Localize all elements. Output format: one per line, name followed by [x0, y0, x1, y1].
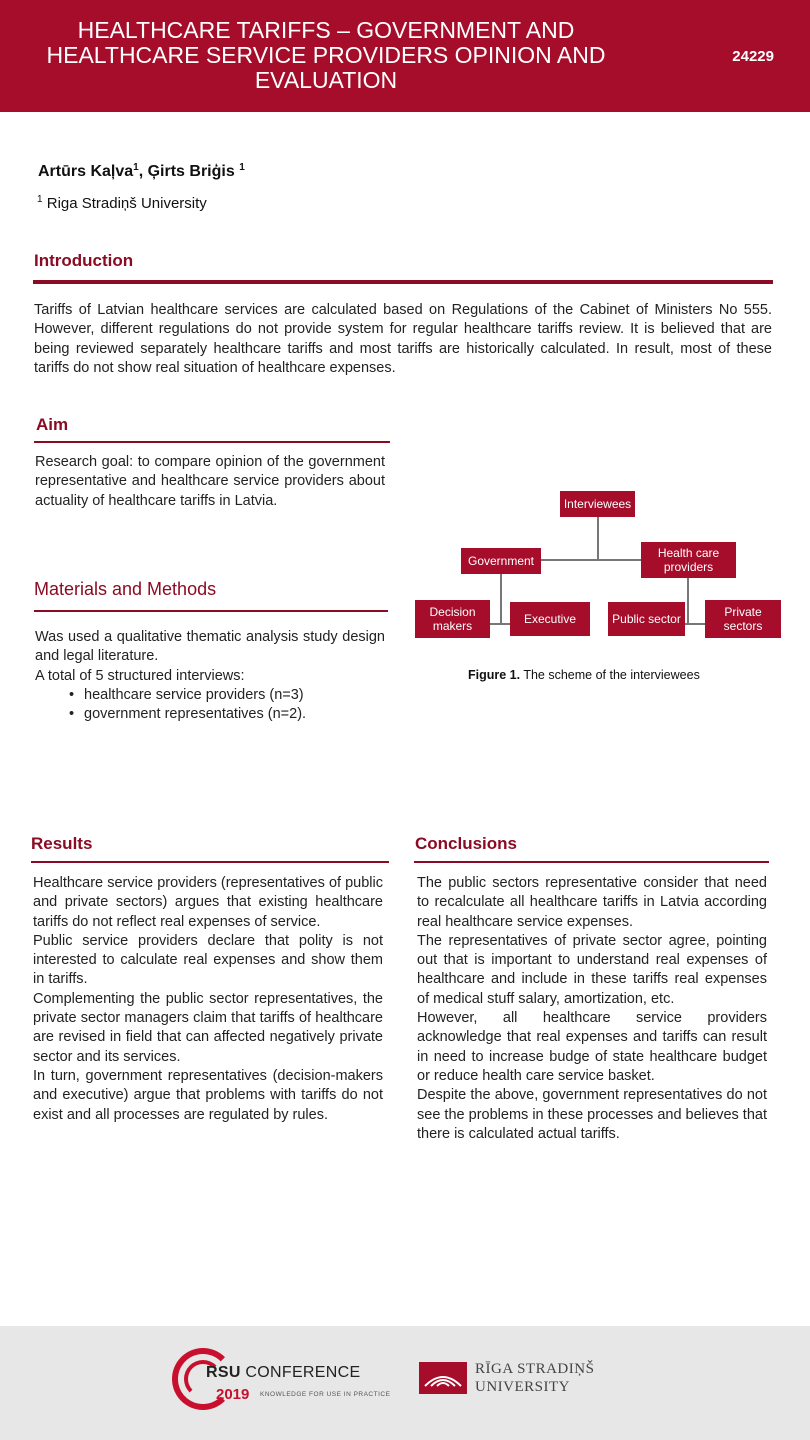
diagram-connector: [597, 517, 599, 560]
conference-word: CONFERENCE: [240, 1364, 361, 1381]
conclusions-paragraph: The representatives of private sector agree, pointing out that is important to understand real expenses of healthcare and include in these tariffs real expenses of medical stuff salary, amortization, etc.: [417, 932, 767, 1007]
conference-tagline: KNOWLEDGE FOR USE IN PRACTICE: [260, 1391, 391, 1398]
university-name-line: UNIVERSITY: [475, 1379, 570, 1395]
figure-caption-text: The scheme of the interviewees: [520, 668, 700, 682]
aim-heading: Aim: [36, 415, 69, 434]
figure-caption: [468, 668, 700, 682]
list-item: • healthcare service providers (n=3): [69, 686, 385, 705]
methods-divider: [34, 610, 388, 612]
conference-name: [206, 1364, 360, 1382]
author-name: Artūrs Kaļva: [38, 163, 134, 180]
interviewees-diagram: [410, 478, 790, 698]
results-divider: [31, 861, 389, 863]
university-name: [475, 1360, 594, 1396]
footer: [0, 1326, 810, 1440]
diagram-connector: [500, 574, 502, 624]
results-paragraph: Healthcare service providers (representatives of public and private sectors) argues that existing healthcare tariffs do not reflect real expenses of service.: [33, 875, 383, 930]
university-emblem-icon: [419, 1362, 467, 1394]
diagram-box-interviewees: Interviewees: [560, 491, 635, 517]
introduction-text: Tariffs of Latvian healthcare services are calculated based on Regulations of the Cabinet of Ministers No 555. However, different regulations do not provide system for regular healthcare tariffs review. It is believed that are being reviewed separately healthcare tariffs and most tariffs are historically calculated. In result, most of these tariffs do not show real situation of healthcare expenses.: [34, 302, 772, 376]
results-heading: Results: [31, 834, 93, 853]
introduction-divider: [33, 280, 773, 284]
conclusions-heading: Conclusions: [415, 834, 518, 853]
conclusions-divider: [414, 861, 769, 863]
methods-line: A total of 5 structured interviews:: [35, 667, 245, 684]
diagram-box-decision-makers: Decision makers: [415, 600, 490, 638]
conference-year: 2019: [216, 1386, 250, 1403]
results-paragraph: In turn, government representatives (decision-makers and executive) argue that problems with tariffs do not exist and all processes are regulated by rules.: [33, 1067, 383, 1123]
author-affiliation-mark: 1: [133, 162, 139, 173]
results-paragraph: Public service providers declare that polity is not interested to calculate real expenses and show them in tariffs.: [33, 932, 383, 988]
rsu-conference-logo: [172, 1346, 397, 1412]
author-separator: ,: [138, 163, 148, 180]
interview-list: [69, 686, 385, 725]
author-list: [38, 162, 245, 181]
conclusions-paragraph: The public sectors representative consider that need to recalculate all healthcare tariffs in Latvia according real healthcare service expenses.: [417, 875, 767, 930]
affiliation-name: Riga Stradiņš University: [42, 195, 207, 212]
list-item: • government representatives (n=2).: [69, 705, 385, 724]
conference-brand: RSU: [206, 1364, 241, 1381]
diagram-box-government: Government: [461, 548, 541, 574]
affiliation-mark: 1: [37, 194, 43, 205]
diagram-connector: [685, 623, 705, 625]
diagram-box-public-sector: Public sector: [608, 602, 685, 636]
affiliation: [37, 194, 207, 212]
poster-id: 24229: [732, 48, 774, 65]
diagram-box-providers: Health care providers: [641, 542, 736, 578]
university-name-line: RĪGA STRADIŅŠ: [475, 1361, 595, 1377]
aim-text: Research goal: to compare opinion of the government representative and healthcare service providers about actuality of healthcare tariffs in Latvia.: [35, 454, 385, 509]
diagram-box-private-sectors: Private sectors: [705, 600, 781, 638]
methods-text: [35, 628, 385, 724]
methods-line: Was used a qualitative thematic analysis study design and legal literature.: [35, 629, 385, 665]
diagram-connector: [541, 559, 641, 561]
diagram-box-executive: Executive: [510, 602, 590, 636]
conclusions-text: [417, 874, 767, 1144]
poster-title: HEALTHCARE TARIFFS – GOVERNMENT AND HEALTHCARE SERVICE PROVIDERS OPINION AND EVALUATION: [46, 17, 606, 93]
conclusions-paragraph: However, all healthcare service providers acknowledge that real expenses and tariffs can result in need to increase budge of state healthcare budget or reduce health care service basket.: [417, 1010, 767, 1084]
diagram-connector: [687, 578, 689, 624]
introduction-heading: Introduction: [34, 251, 134, 270]
results-text: [33, 874, 383, 1125]
diagram-connector: [490, 623, 510, 625]
figure-label: Figure 1.: [468, 668, 521, 682]
university-logo: [419, 1356, 599, 1404]
conclusions-paragraph: Despite the above, government representatives do not see the problems in these processes and believes that there is calculated actual tariffs.: [417, 1087, 767, 1142]
author-name: Ģirts Briģis: [147, 163, 240, 180]
results-paragraph: Complementing the public sector representatives, the private sector managers claim that tariffs of healthcare are revised in field that can affected negatively private sector and its services.: [33, 990, 383, 1065]
aim-divider: [34, 441, 390, 443]
author-affiliation-mark: 1: [239, 162, 245, 173]
header-banner: [0, 0, 810, 112]
methods-heading: Materials and Methods: [34, 579, 217, 599]
